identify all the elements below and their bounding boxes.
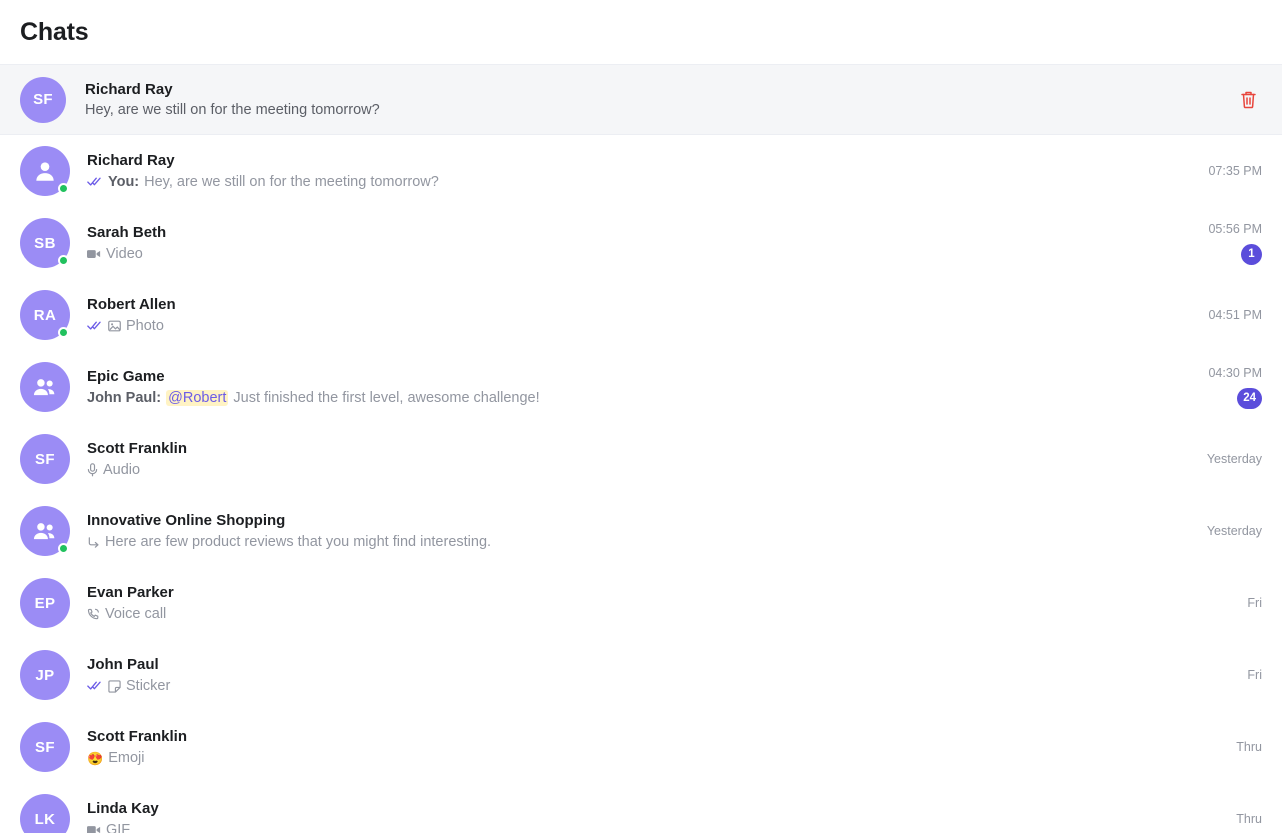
- chat-list-item[interactable]: [0, 135, 1282, 207]
- chat-item-name: Scott Franklin: [87, 728, 188, 745]
- avatar: SF: [20, 722, 70, 772]
- chat-item-name: Robert Allen: [87, 296, 176, 313]
- chat-preview-text: Audio: [103, 462, 141, 478]
- chat-item-content: [87, 512, 1262, 550]
- online-status-dot: [58, 327, 69, 338]
- chat-item-name: Linda Kay: [87, 800, 159, 817]
- search-result-row[interactable]: [0, 65, 1282, 135]
- avatar: SF: [20, 434, 70, 484]
- chat-item-content: [87, 728, 1262, 766]
- group-icon: [20, 362, 70, 412]
- avatar-wrapper: [20, 578, 70, 628]
- sticker-icon: [108, 680, 121, 693]
- search-result-snippet: Hey, are we still on for the meeting tomorrow?: [85, 102, 380, 118]
- avatar-wrapper: [20, 506, 70, 556]
- phone-call-icon: [87, 608, 100, 621]
- read-receipt-icon: [87, 176, 103, 189]
- chat-item-name: John Paul: [87, 656, 159, 673]
- search-result-text: [85, 81, 380, 118]
- chat-item-timestamp: Fri: [1247, 668, 1262, 682]
- unread-count-badge: 24: [1237, 388, 1262, 409]
- page-title: Chats: [20, 17, 89, 46]
- chat-item-preview: [87, 678, 1262, 694]
- chat-list-item[interactable]: [0, 495, 1282, 567]
- chat-preview-text: Voice call: [105, 606, 167, 622]
- read-receipt-icon: [87, 320, 103, 333]
- chat-preview-text: GIF: [106, 822, 131, 833]
- chat-list-item[interactable]: [0, 567, 1282, 639]
- chat-item-preview: [87, 174, 1262, 190]
- chat-item-meta: [1247, 639, 1262, 711]
- chat-item-timestamp: 05:56 PM: [1208, 221, 1262, 236]
- chat-item-timestamp: Yesterday: [1206, 452, 1262, 466]
- avatar: SB: [20, 218, 70, 268]
- avatar: EP: [20, 578, 70, 628]
- chat-item-meta: [1207, 423, 1262, 495]
- chat-preview-text: Sticker: [126, 678, 171, 694]
- chat-preview-text: Hey, are we still on for the meeting tomorrow?: [144, 174, 439, 190]
- chat-item-preview: [87, 318, 1262, 334]
- chat-item-meta: [1247, 567, 1262, 639]
- chat-item-content: [87, 365, 1262, 406]
- chat-item-preview: [87, 390, 1262, 406]
- video-icon: [87, 248, 101, 260]
- chat-item-preview: [87, 750, 1262, 766]
- chat-item-preview: [87, 606, 1262, 622]
- trash-icon[interactable]: [1236, 88, 1260, 112]
- chat-list-item[interactable]: [0, 639, 1282, 711]
- chat-preview-text: Here are few product reviews that you might find interesting.: [105, 534, 492, 550]
- chat-preview-text: Video: [106, 246, 143, 262]
- chat-item-timestamp: Fri: [1247, 596, 1262, 610]
- chat-list-item[interactable]: [0, 711, 1282, 783]
- chat-item-name: Scott Franklin: [87, 440, 188, 457]
- chat-preview-prefix: John Paul:: [87, 390, 162, 406]
- chat-item-content: [87, 221, 1262, 262]
- chat-item-preview: [87, 246, 1262, 262]
- search-result-name: Richard Ray: [85, 81, 173, 98]
- avatar-wrapper: [20, 290, 70, 340]
- mention-tag: @Robert: [168, 390, 227, 406]
- chat-list-item[interactable]: [0, 783, 1282, 833]
- chat-item-content: [87, 152, 1262, 190]
- chat-item-content: [87, 296, 1262, 334]
- avatar-wrapper: [20, 146, 70, 196]
- chat-item-meta: [1236, 711, 1262, 783]
- chat-item-content: [87, 800, 1262, 833]
- chat-preview-text: Just finished the first level, awesome challenge!: [233, 390, 540, 406]
- chat-preview-text: Photo: [126, 318, 164, 334]
- avatar: RA: [20, 290, 70, 340]
- page-header: [0, 0, 1282, 65]
- chat-item-preview: [87, 534, 1262, 550]
- avatar-wrapper: [20, 434, 70, 484]
- avatar: LK: [20, 794, 70, 833]
- microphone-icon: [87, 463, 98, 477]
- unread-count-badge: 1: [1241, 244, 1262, 265]
- chat-item-timestamp: Thru: [1236, 812, 1262, 826]
- chat-list-item[interactable]: [0, 207, 1282, 279]
- online-status-dot: [58, 255, 69, 266]
- chat-list-item[interactable]: [0, 351, 1282, 423]
- online-status-dot: [58, 543, 69, 554]
- chat-item-meta: [1208, 279, 1262, 351]
- avatar-wrapper: [20, 362, 70, 412]
- chat-item-meta: [1207, 495, 1262, 567]
- chat-item-name: Richard Ray: [87, 152, 175, 169]
- avatar-wrapper: [20, 650, 70, 700]
- chat-list[interactable]: [0, 135, 1282, 833]
- chat-item-meta: [1208, 207, 1262, 279]
- chat-preview-prefix: You:: [108, 174, 140, 190]
- chat-item-timestamp: Thru: [1236, 740, 1262, 754]
- chat-item-meta: [1236, 783, 1262, 833]
- gif-icon: [87, 824, 101, 833]
- chat-item-timestamp: 04:51 PM: [1208, 308, 1262, 322]
- chat-item-meta: [1208, 135, 1262, 207]
- emoji-icon: 😍: [87, 750, 104, 766]
- read-receipt-icon: [87, 680, 103, 693]
- chat-item-name: Sarah Beth: [87, 224, 167, 241]
- avatar-wrapper: [20, 794, 70, 833]
- chat-item-content: [87, 440, 1262, 478]
- chat-item-timestamp: Yesterday: [1206, 524, 1262, 538]
- avatar: SF: [20, 77, 66, 123]
- chat-item-content: [87, 656, 1262, 694]
- avatar-wrapper: [20, 722, 70, 772]
- online-status-dot: [58, 183, 69, 194]
- chat-item-name: Epic Game: [87, 368, 165, 385]
- chat-item-content: [87, 584, 1262, 622]
- chat-item-meta: [1208, 351, 1262, 423]
- chat-item-preview: [87, 462, 1262, 478]
- avatar: JP: [20, 650, 70, 700]
- reply-arrow-icon: [87, 536, 100, 549]
- chat-item-name: Innovative Online Shopping: [87, 512, 286, 529]
- chat-item-timestamp: 04:30 PM: [1208, 365, 1262, 380]
- chat-item-timestamp: 07:35 PM: [1208, 164, 1262, 178]
- photo-icon: [108, 320, 121, 332]
- chat-preview-text: Emoji: [108, 750, 145, 766]
- chat-item-name: Evan Parker: [87, 584, 174, 601]
- avatar-wrapper: [20, 218, 70, 268]
- chat-item-preview: [87, 822, 1262, 833]
- chat-list-item[interactable]: [0, 423, 1282, 495]
- chat-list-item[interactable]: [0, 279, 1282, 351]
